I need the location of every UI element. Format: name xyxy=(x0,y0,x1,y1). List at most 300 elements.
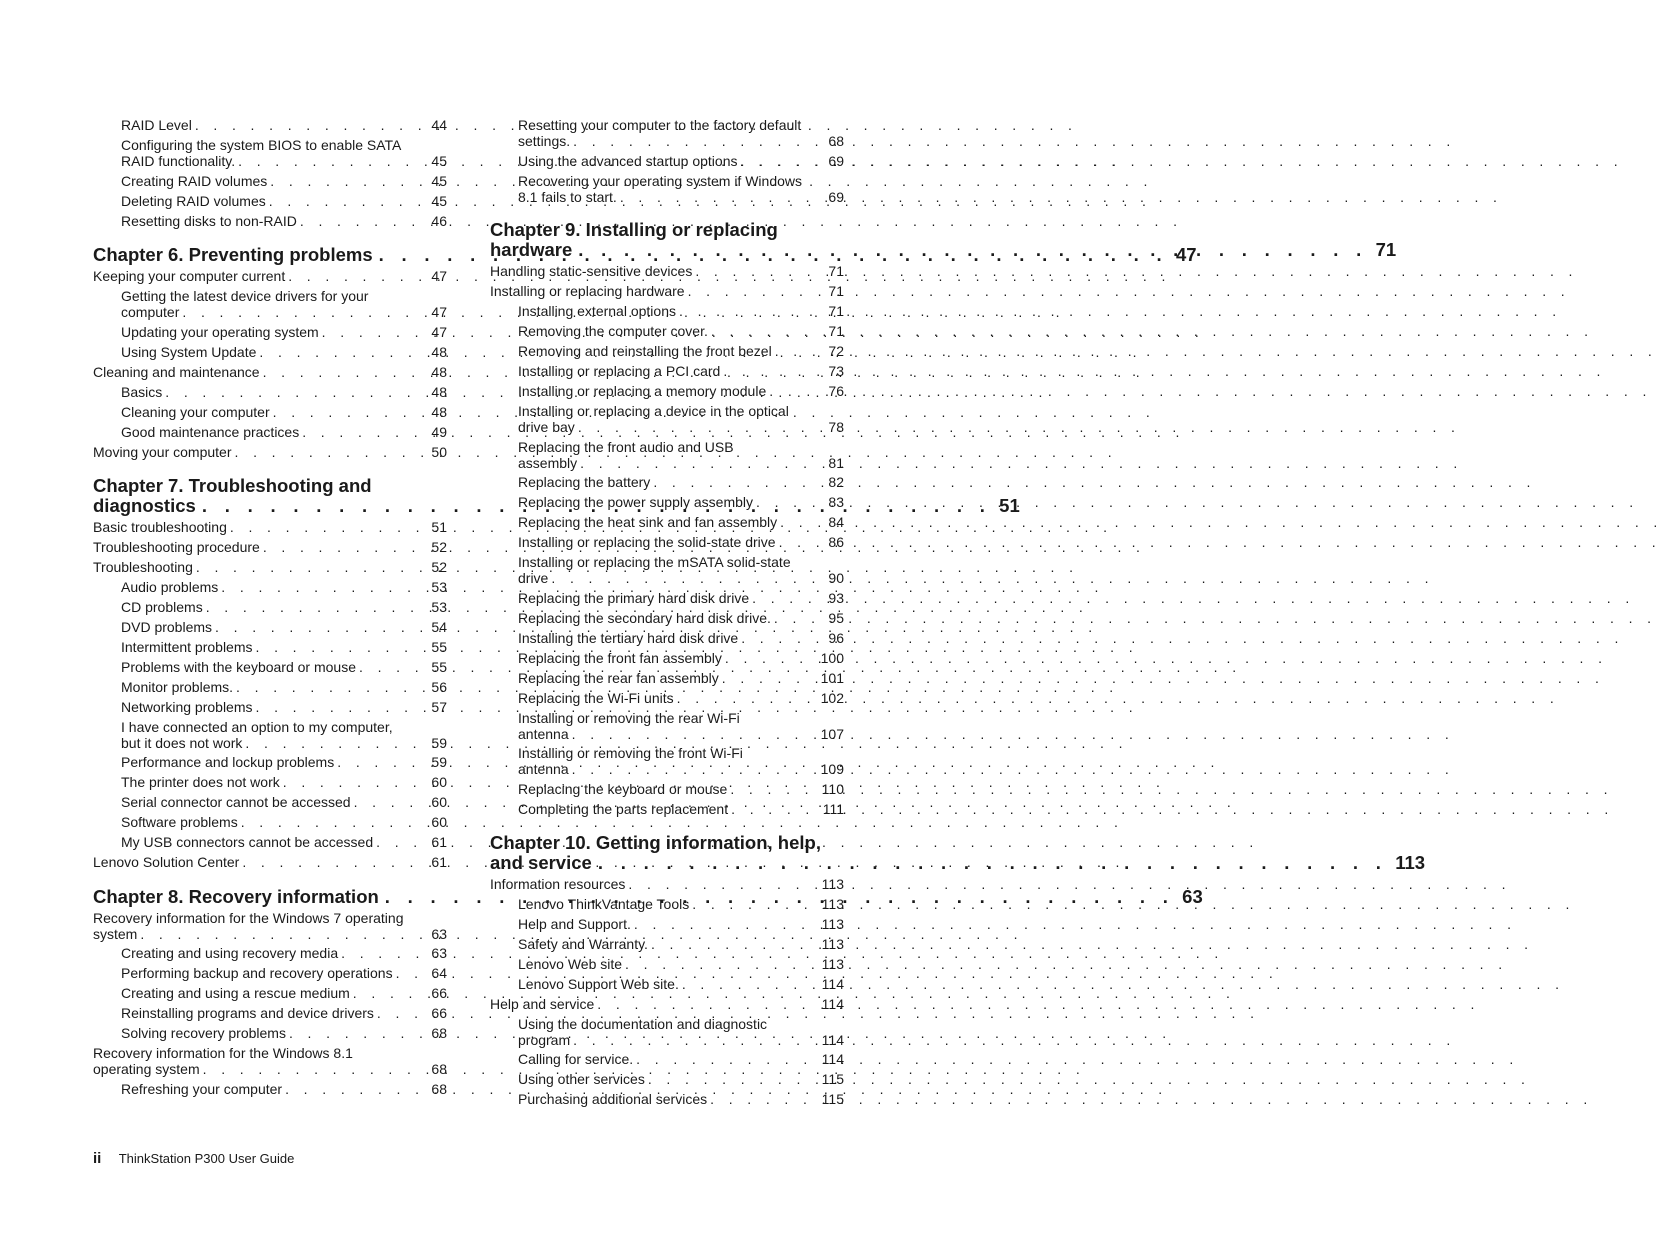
toc-entry-title: Creating and using recovery media xyxy=(121,945,339,961)
toc-entry-title: Moving your computer xyxy=(93,444,232,460)
toc-entry[interactable] xyxy=(518,802,844,818)
toc-entry-title: Performance and lockup problems xyxy=(121,754,335,770)
toc-entry-title: My USB connectors cannot be accessed xyxy=(121,834,374,850)
toc-entry[interactable] xyxy=(93,445,447,461)
toc-page-number: 113 xyxy=(1395,852,1426,873)
toc-entry-title: Basics xyxy=(121,384,163,400)
toc-entry[interactable] xyxy=(121,138,447,169)
toc-entry[interactable] xyxy=(121,385,447,401)
dot-leader xyxy=(578,420,820,436)
dot-leader xyxy=(597,997,815,1013)
toc-page-number: 71 xyxy=(828,303,844,319)
toc-page-number: 68 xyxy=(431,1081,447,1097)
toc-entry[interactable] xyxy=(121,835,447,851)
dot-leader xyxy=(182,305,423,321)
toc-entry-title-line: Getting the latest device drivers for your xyxy=(121,288,369,304)
toc-entry[interactable] xyxy=(93,1046,447,1077)
toc-entry-title: Replacing the primary hard disk drive xyxy=(518,590,750,606)
toc-entry[interactable] xyxy=(518,154,844,170)
toc-entry[interactable] xyxy=(518,1092,844,1108)
toc-page-number: 114 xyxy=(821,1051,844,1067)
toc-entry-title: Audio problems xyxy=(121,579,219,595)
toc-entry-title: Creating and using a rescue medium xyxy=(121,985,350,1001)
toc-page-number: 114 xyxy=(821,976,844,992)
toc-page-number: 47 xyxy=(431,268,447,284)
dot-leader xyxy=(241,815,423,831)
dot-leader xyxy=(722,671,815,687)
toc-entry-title: Performing backup and recovery operations xyxy=(121,965,393,981)
toc-entry-title: Replacing the power supply assembly xyxy=(518,494,754,510)
dot-leader xyxy=(354,795,423,811)
toc-page-number: 61 xyxy=(431,854,447,870)
toc-entry-title: Keeping your computer current xyxy=(93,268,286,284)
toc-entry-title: Lenovo Web site xyxy=(518,956,623,972)
dot-leader xyxy=(711,324,820,340)
dot-leader xyxy=(695,264,820,280)
toc-entry[interactable] xyxy=(121,425,447,441)
toc-entry-title: Installing the tertiary hard disk drive xyxy=(518,630,739,646)
toc-entry[interactable] xyxy=(518,475,844,491)
dot-leader xyxy=(723,364,820,380)
toc-entry-title: Using the advanced startup options xyxy=(518,153,738,169)
toc-entry[interactable] xyxy=(93,365,447,381)
dot-leader xyxy=(359,660,423,676)
toc-page-number: 83 xyxy=(828,494,844,510)
page-footer xyxy=(93,1150,294,1167)
toc-entry-title: Removing and reinstalling the front bezel xyxy=(518,343,772,359)
toc-entry[interactable] xyxy=(518,515,844,531)
toc-page-number: 110 xyxy=(821,781,844,797)
page-number: ii xyxy=(93,1150,102,1167)
toc-entry[interactable] xyxy=(93,520,447,536)
toc-entry-title: Purchasing additional services xyxy=(518,1091,708,1107)
toc-page-number: 68 xyxy=(828,132,844,149)
toc-entry-title-line: Chapter 7. Troubleshooting and xyxy=(93,475,372,496)
dot-leader xyxy=(341,946,423,962)
toc-entry[interactable] xyxy=(518,344,844,360)
toc-page-number: 71 xyxy=(828,323,844,339)
toc-entry-title: Replacing the Wi-Fi units xyxy=(518,690,674,706)
toc-page-number: 78 xyxy=(828,418,844,435)
toc-entry-title: Installing or replacing hardware xyxy=(490,283,685,299)
toc-entry[interactable] xyxy=(518,691,844,707)
toc-entry[interactable] xyxy=(518,535,844,551)
toc-entry-title: Replacing the front fan assembly xyxy=(518,650,722,666)
toc-entry-title: Safety and Warranty. xyxy=(518,936,648,952)
toc-entry-title: computer xyxy=(121,303,180,320)
dot-leader xyxy=(780,515,820,531)
toc-entry-title: and service xyxy=(490,852,592,873)
dot-leader xyxy=(710,1092,816,1108)
toc-entry[interactable] xyxy=(121,775,447,791)
dot-leader xyxy=(300,214,423,230)
toc-entry-title: DVD problems xyxy=(121,619,213,635)
dot-leader xyxy=(756,495,820,511)
toc-entry-title: Software problems xyxy=(121,814,238,830)
toc-entry-title: Basic troubleshooting xyxy=(93,519,227,535)
toc-entry[interactable] xyxy=(93,560,447,576)
dot-leader xyxy=(269,194,423,210)
dot-leader xyxy=(572,762,815,778)
toc-entry-title: 8.1 fails to start. xyxy=(518,188,617,205)
toc-entry-title-line: Installing or removing the rear Wi-Fi xyxy=(518,710,740,726)
dot-leader xyxy=(682,977,816,993)
toc-page-number: 113 xyxy=(821,936,844,952)
toc-page-number: 52 xyxy=(431,539,447,555)
toc-page-number: 114 xyxy=(821,1031,844,1048)
dot-leader xyxy=(578,240,1367,260)
toc-entry-title: Resetting disks to non-RAID xyxy=(121,213,297,229)
dot-leader xyxy=(353,986,423,1002)
toc-entry[interactable] xyxy=(518,304,844,320)
toc-entry[interactable] xyxy=(121,620,447,636)
toc-page-number: 61 xyxy=(431,834,447,850)
dot-leader xyxy=(195,118,423,134)
toc-entry-title: drive bay xyxy=(518,418,575,435)
toc-entry[interactable] xyxy=(121,720,447,751)
toc-entry-title: Replacing the battery xyxy=(518,474,651,490)
toc-entry[interactable] xyxy=(518,631,844,647)
toc-page-number: 71 xyxy=(1375,239,1397,260)
toc-entry-title: Troubleshooting xyxy=(93,559,193,575)
toc-entry[interactable] xyxy=(121,325,447,341)
toc-page-number: 113 xyxy=(821,956,844,972)
toc-page-number: 115 xyxy=(821,1071,844,1087)
dot-leader xyxy=(775,344,820,360)
toc-entry[interactable] xyxy=(518,977,844,993)
toc-entry[interactable] xyxy=(121,946,447,962)
toc-entry[interactable] xyxy=(121,118,447,134)
toc-entry-title-line: Recovery information for the Windows 8.1 xyxy=(93,1045,353,1061)
toc-entry[interactable] xyxy=(121,289,447,320)
toc-entry[interactable] xyxy=(518,746,844,777)
toc-entry[interactable] xyxy=(121,1082,447,1098)
toc-entry-title-line: Chapter 9. Installing or replacing xyxy=(490,219,778,240)
toc-entry-title: CD problems xyxy=(121,599,203,615)
toc-entry[interactable] xyxy=(518,1017,844,1048)
dot-leader xyxy=(598,853,1387,873)
toc-entry[interactable] xyxy=(121,580,447,596)
toc-page-number: 60 xyxy=(431,794,447,810)
toc-entry-title: Creating RAID volumes xyxy=(121,173,268,189)
toc-page-number: 44 xyxy=(431,117,447,133)
dot-leader xyxy=(625,957,816,973)
toc-page-number: 93 xyxy=(828,590,844,606)
document-title: ThinkStation P300 User Guide xyxy=(118,1151,295,1166)
toc-entry-title: The printer does not work xyxy=(121,774,280,790)
toc-page-number: 45 xyxy=(431,152,447,169)
toc-entry-title: settings. xyxy=(518,132,571,149)
toc-page-number: 66 xyxy=(431,1005,447,1021)
dot-leader xyxy=(206,600,423,616)
toc-entry[interactable] xyxy=(490,284,844,300)
toc-page-number: 102 xyxy=(820,690,844,706)
toc-page-number: 81 xyxy=(828,454,844,471)
toc-entry-title: operating system xyxy=(93,1060,200,1077)
dot-leader xyxy=(285,1082,423,1098)
toc-page-number: 115 xyxy=(821,1091,844,1107)
dot-leader xyxy=(236,680,423,696)
dot-leader xyxy=(774,611,820,627)
toc-page-number: 113 xyxy=(821,916,844,932)
toc-entry-title: Lenovo Solution Center xyxy=(93,854,240,870)
toc-page-number: 96 xyxy=(828,630,844,646)
toc-entry-title-line: Recovering your operating system if Windows xyxy=(518,173,803,189)
toc-entry[interactable] xyxy=(121,1026,447,1042)
toc-entry-title: Lenovo Support Web site. xyxy=(518,976,679,992)
toc-entry[interactable] xyxy=(518,897,844,913)
toc-page-number: 84 xyxy=(828,514,844,530)
dot-leader xyxy=(256,640,424,656)
toc-entry-title: Lenovo ThinkVantage Tools xyxy=(518,896,690,912)
toc-entry-title: but it does not work xyxy=(121,734,243,751)
dot-leader xyxy=(572,727,815,743)
toc-page-number: 47 xyxy=(1175,244,1197,265)
toc-entry-title: Replacing the heat sink and fan assembly xyxy=(518,514,778,530)
toc-page-number: 45 xyxy=(431,173,447,189)
toc-entry-title-line: Recovery information for the Windows 7 operating xyxy=(93,910,404,926)
toc-entry[interactable] xyxy=(518,174,844,205)
dot-leader xyxy=(651,937,816,953)
dot-leader xyxy=(573,134,820,150)
toc-page-number: 53 xyxy=(431,579,447,595)
toc-entry-title: Installing or replacing a PCI card xyxy=(518,363,721,379)
toc-entry-title: Problems with the keyboard or mouse xyxy=(121,659,356,675)
toc-entry[interactable] xyxy=(121,640,447,656)
toc-entry-title: assembly xyxy=(518,454,578,471)
toc-entry[interactable] xyxy=(93,269,447,285)
dot-leader xyxy=(648,1072,816,1088)
toc-entry[interactable] xyxy=(518,651,844,667)
toc-entry-title: system xyxy=(93,925,138,942)
toc-page-number: 50 xyxy=(431,444,447,460)
dot-leader xyxy=(752,591,820,607)
toc-page-number: 52 xyxy=(431,559,447,575)
toc-page-number: 57 xyxy=(431,699,447,715)
toc-entry[interactable] xyxy=(518,1072,844,1088)
toc-page-number: 86 xyxy=(828,534,844,550)
toc-entry-title: Installing or replacing a memory module xyxy=(518,383,767,399)
toc-entry-title: program xyxy=(518,1031,571,1048)
toc-entry[interactable] xyxy=(518,1052,844,1068)
toc-page-number: 59 xyxy=(431,734,447,751)
toc-entry-title-line: Installing or replacing the mSATA solid-state xyxy=(518,554,791,570)
toc-entry[interactable] xyxy=(121,680,447,696)
dot-leader xyxy=(288,269,423,285)
toc-entry-title: Reinstalling programs and device drivers xyxy=(121,1005,374,1021)
toc-page-number: 51 xyxy=(431,519,447,535)
dot-leader xyxy=(165,385,423,401)
toc-page-number: 48 xyxy=(431,404,447,420)
toc-entry[interactable] xyxy=(121,795,447,811)
toc-page-number: 68 xyxy=(431,1060,447,1077)
toc-entry-title-line: Installing or removing the front Wi-Fi xyxy=(518,745,743,761)
toc-entry[interactable] xyxy=(518,711,844,742)
toc-page-number: 114 xyxy=(821,996,844,1012)
dot-leader xyxy=(730,782,815,798)
toc-entry[interactable] xyxy=(121,174,447,190)
toc-entry[interactable] xyxy=(93,855,447,871)
toc-entry-title: Chapter 6. Preventing problems xyxy=(93,244,373,265)
toc-entry[interactable] xyxy=(518,440,844,471)
toc-page-number: 46 xyxy=(431,213,447,229)
dot-leader xyxy=(221,580,423,596)
dot-leader xyxy=(238,154,423,170)
toc-page-number: 107 xyxy=(820,725,844,742)
toc-entry[interactable] xyxy=(121,345,447,361)
toc-entry-title: Calling for service. xyxy=(518,1051,634,1067)
dot-leader xyxy=(256,700,424,716)
toc-entry[interactable] xyxy=(518,495,844,511)
toc-entry[interactable] xyxy=(93,540,447,556)
toc-page-number: 49 xyxy=(431,424,447,440)
toc-entry-title: Updating your operating system xyxy=(121,324,319,340)
toc-entry[interactable] xyxy=(121,700,447,716)
toc-entry-title-line: Replacing the front audio and USB xyxy=(518,439,734,455)
toc-page-number: 60 xyxy=(431,814,447,830)
dot-leader xyxy=(203,1062,423,1078)
toc-page-number: 109 xyxy=(820,760,844,777)
toc-page-number: 101 xyxy=(820,670,844,686)
toc-entry[interactable] xyxy=(518,782,844,798)
toc-page-number: 45 xyxy=(431,193,447,209)
dot-leader xyxy=(692,897,815,913)
toc-page-number: 113 xyxy=(821,896,844,912)
dot-leader xyxy=(322,325,423,341)
dot-leader xyxy=(263,365,423,381)
toc-entry-title: Troubleshooting procedure xyxy=(93,539,260,555)
toc-page-number: 66 xyxy=(431,985,447,1001)
toc-page-number: 113 xyxy=(821,876,844,892)
toc-entry-title-line: Installing or replacing a device in the optical xyxy=(518,403,789,419)
toc-entry[interactable] xyxy=(518,118,844,149)
toc-entry-title: antenna xyxy=(518,725,569,742)
toc-page-number: 48 xyxy=(431,364,447,380)
toc-page-number: 71 xyxy=(828,283,844,299)
toc-entry[interactable] xyxy=(518,611,844,627)
dot-leader xyxy=(628,877,815,893)
toc-entry[interactable] xyxy=(518,384,844,400)
dot-leader xyxy=(289,1026,423,1042)
toc-page-number: 95 xyxy=(828,610,844,626)
toc-entry-title-line: Chapter 10. Getting information, help, xyxy=(490,832,821,853)
toc-page-number: 63 xyxy=(431,945,447,961)
toc-entry[interactable] xyxy=(121,755,447,771)
toc-entry-title: Monitor problems. xyxy=(121,679,234,695)
toc-chapter-entry[interactable] xyxy=(490,832,1426,873)
toc-entry-title: Handling static-sensitive devices xyxy=(490,263,693,279)
dot-leader xyxy=(740,154,820,170)
dot-leader xyxy=(196,560,423,576)
toc-entry[interactable] xyxy=(121,815,447,831)
toc-entry[interactable] xyxy=(518,591,844,607)
dot-leader xyxy=(620,190,820,206)
dot-leader xyxy=(263,540,423,556)
toc-entry[interactable] xyxy=(121,600,447,616)
toc-page-number: 54 xyxy=(431,619,447,635)
toc-page-number: 63 xyxy=(1182,886,1203,907)
dot-leader xyxy=(580,456,820,472)
dot-leader xyxy=(215,620,423,636)
toc-entry[interactable] xyxy=(518,404,844,435)
toc-entry-title: Networking problems xyxy=(121,699,253,715)
toc-entry[interactable] xyxy=(518,671,844,687)
toc-page-number: 55 xyxy=(431,659,447,675)
dot-leader xyxy=(725,651,815,667)
toc-entry[interactable] xyxy=(518,937,844,953)
toc-entry-title: Help and Support. xyxy=(518,916,631,932)
toc-entry[interactable] xyxy=(121,194,447,210)
toc-entry[interactable] xyxy=(121,986,447,1002)
toc-entry-title-line: Resetting your computer to the factory default xyxy=(518,117,802,133)
toc-page-number: 69 xyxy=(828,153,844,169)
toc-entry[interactable] xyxy=(518,555,844,586)
toc-entry-title: Installing or replacing the solid-state drive xyxy=(518,534,776,550)
toc-entry-title: Good maintenance practices xyxy=(121,424,300,440)
toc-page-number: 47 xyxy=(431,324,447,340)
toc-entry-title: diagnostics xyxy=(93,495,196,516)
toc-page-number: 71 xyxy=(828,263,844,279)
toc-entry-title: RAID Level xyxy=(121,117,192,133)
toc-page-number: 63 xyxy=(431,925,447,942)
toc-page-number: 111 xyxy=(822,801,844,817)
dot-leader xyxy=(634,917,816,933)
toc-entry-title: RAID functionality. xyxy=(121,152,236,169)
toc-entry[interactable] xyxy=(518,324,844,340)
dot-leader xyxy=(242,855,423,871)
dot-leader xyxy=(677,691,815,707)
dot-leader xyxy=(273,405,423,421)
toc-page-number: 73 xyxy=(828,363,844,379)
toc-entry[interactable] xyxy=(121,966,447,982)
dot-leader xyxy=(377,1006,423,1022)
toc-page-number: 47 xyxy=(431,303,447,320)
toc-entry-title: Replacing the secondary hard disk drive. xyxy=(518,610,771,626)
dot-leader xyxy=(779,535,820,551)
toc-entry-title-line: Using the documentation and diagnostic xyxy=(518,1016,768,1032)
toc-entry-title: Deleting RAID volumes xyxy=(121,193,266,209)
toc-page-number: 59 xyxy=(431,754,447,770)
toc-entry[interactable] xyxy=(490,877,844,893)
toc-entry[interactable] xyxy=(518,957,844,973)
toc-page-number: 100 xyxy=(820,650,844,666)
dot-leader xyxy=(688,284,820,300)
toc-entry-title: Completing the parts replacement xyxy=(518,801,729,817)
toc-entry[interactable] xyxy=(490,997,844,1013)
toc-entry[interactable] xyxy=(518,917,844,933)
toc-page-number: 55 xyxy=(431,639,447,655)
toc-entry[interactable] xyxy=(490,264,844,280)
toc-entry[interactable] xyxy=(518,364,844,380)
toc-entry-title: Help and service xyxy=(490,996,595,1012)
toc-entry-title: Serial connector cannot be accessed xyxy=(121,794,351,810)
dot-leader xyxy=(551,571,820,587)
dot-leader xyxy=(396,966,423,982)
dot-leader xyxy=(573,1033,816,1049)
toc-entry-title: Replacing the rear fan assembly xyxy=(518,670,719,686)
toc-entry-title: Replacing the keyboard or mouse xyxy=(518,781,728,797)
toc-entry[interactable] xyxy=(121,214,447,230)
toc-entry[interactable] xyxy=(121,660,447,676)
toc-entry[interactable] xyxy=(93,911,447,942)
dot-leader xyxy=(235,445,423,461)
toc-entry[interactable] xyxy=(121,1006,447,1022)
toc-entry[interactable] xyxy=(121,405,447,421)
toc-page-number: 64 xyxy=(431,965,447,981)
dot-leader xyxy=(679,304,820,320)
toc-entry-title: antenna xyxy=(518,760,569,777)
dot-leader xyxy=(653,475,820,491)
